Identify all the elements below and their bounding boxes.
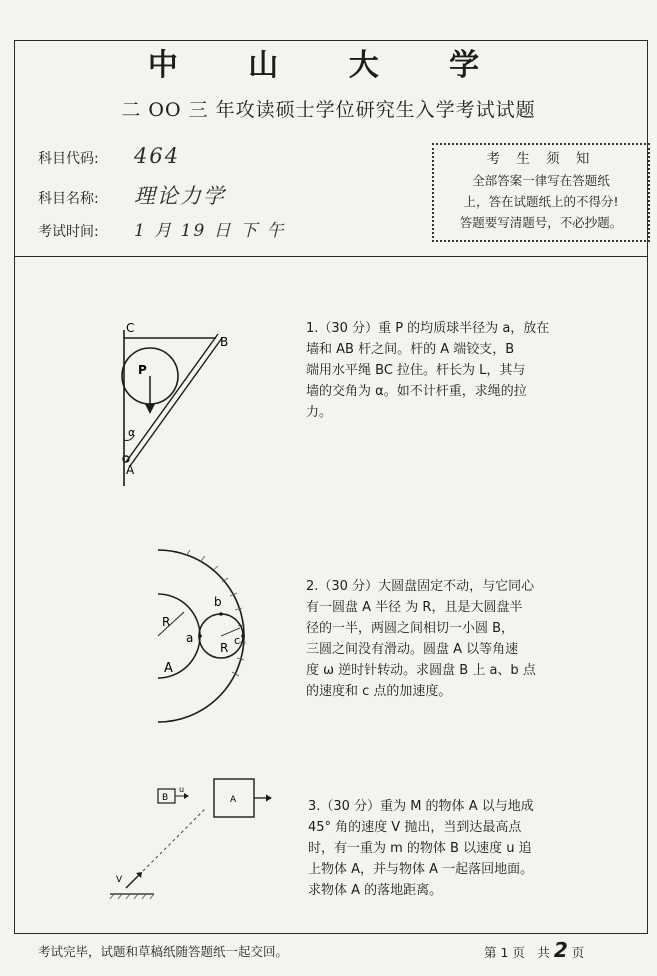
label-a-point: a — [186, 631, 194, 645]
problem-1-text — [306, 318, 549, 423]
problem-line: 径的一半，两圆之间相切一小圆 B， — [306, 621, 515, 636]
subject-name-row — [38, 180, 226, 210]
exam-title: 二 OO 三 年攻读硕士学位研究生入学考试试题 — [121, 99, 536, 121]
problem-line: 力。 — [306, 405, 333, 420]
header-divider — [14, 256, 648, 257]
problem-line: 有一圆盘 A 半径 为 R，且是大圆盘半 — [306, 600, 523, 615]
subject-code-label: 科目代码: — [38, 151, 99, 167]
label-p: P — [138, 363, 147, 377]
label-a: A — [126, 463, 135, 477]
candidate-notice — [432, 143, 650, 242]
problem-line: 3.（30 分）重为 M 的物体 A 以与地成 — [308, 799, 534, 814]
problem-line: 2.（30 分）大圆盘固定不动，与它同心 — [306, 579, 535, 594]
label-v: V — [116, 875, 123, 885]
label-c: C — [126, 321, 135, 335]
problem-line: 1.（30 分）重 P 的均质球半径为 a，放在 — [306, 321, 550, 336]
label-b-point: b — [214, 595, 222, 609]
notice-line: 上，答在试题纸上的不得分! — [463, 194, 619, 209]
label-alpha: α — [128, 426, 136, 439]
exam-time-value: 1 月 19 日 下 午 — [134, 221, 286, 241]
problem-3-diagram — [106, 772, 276, 902]
label-b-box: B — [162, 793, 169, 803]
problem-line: 求物体 A 的落地距离。 — [308, 883, 443, 898]
subject-code-row — [38, 144, 180, 168]
page-indicator — [484, 938, 584, 962]
problem-line: 端用水平绳 BC 拉住。杆长为 L，其与 — [306, 363, 526, 378]
problem-line: 45° 角的速度 V 抛出，当到达最高点 — [308, 820, 522, 835]
page-suffix: 页 — [571, 945, 585, 960]
exam-time-label: 考试时间: — [38, 224, 99, 240]
problem-2-diagram — [146, 546, 286, 728]
label-c-point: c — [234, 634, 241, 647]
label-disk-a: A — [164, 661, 173, 676]
label-r1: R — [162, 615, 171, 629]
footer-instruction: 考试完毕，试题和草稿纸随答题纸一起交回。 — [38, 944, 289, 959]
page-prefix: 第 1 页 共 — [484, 945, 550, 960]
total-pages: 2 — [553, 938, 568, 962]
subject-code-value: 464 — [134, 144, 181, 168]
problem-line: 时，有一重为 m 的物体 B 以速度 u 追 — [308, 841, 532, 856]
problem-line: 三圆之间没有滑动。圆盘 A 以等角速 — [306, 642, 519, 657]
problem-2-text — [306, 576, 536, 702]
problem-1-diagram — [108, 316, 238, 492]
label-b: B — [220, 335, 229, 349]
university-name: 中 山 大 学 — [147, 48, 510, 83]
notice-line: 全部答案一律写在答题纸 — [472, 173, 610, 188]
label-a-box: A — [230, 795, 237, 805]
problem-line: 墙的交角为 α。如不计杆重，求绳的拉 — [306, 384, 527, 399]
problem-line: 度 ω 逆时针转动。求圆盘 B 上 a、b 点 — [306, 663, 536, 678]
label-u: u — [179, 785, 185, 794]
notice-title: 考 生 须 知 — [486, 151, 596, 167]
problem-3-text — [308, 796, 534, 901]
notice-line: 答题要写清题号，不必抄题。 — [459, 215, 623, 230]
exam-time-row — [38, 216, 285, 241]
problem-line: 上物体 A，并与物体 A 一起落回地面。 — [308, 862, 534, 877]
problem-line: 的速度和 c 点的加速度。 — [306, 684, 452, 699]
subject-name-label: 科目名称: — [38, 191, 99, 207]
problem-line: 墙和 AB 杆之间。杆的 A 端铰支，B — [306, 342, 515, 357]
subject-name-value: 理论力学 — [134, 184, 226, 208]
label-r2: R — [220, 641, 229, 655]
